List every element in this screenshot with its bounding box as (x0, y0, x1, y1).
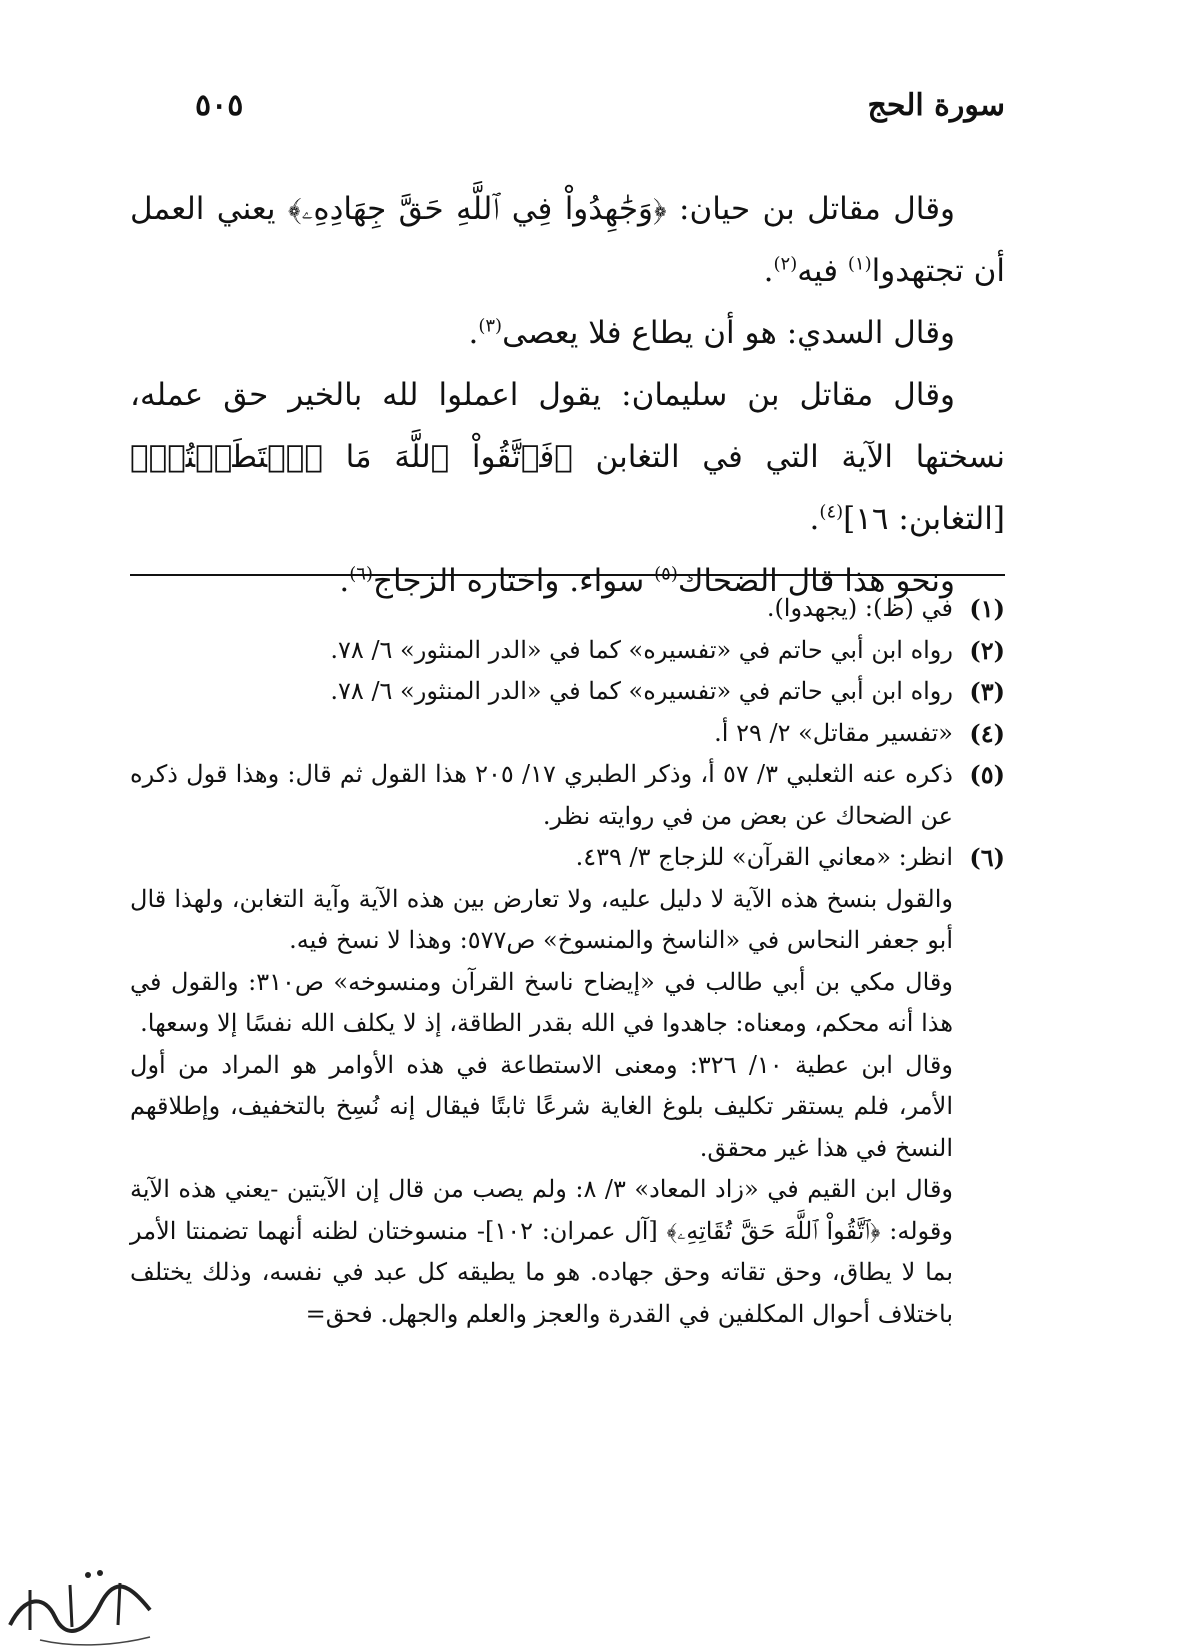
footnote-number: (٥) (969, 760, 1005, 789)
footnote-item (130, 754, 1005, 837)
calligraphy-watermark-icon (0, 1555, 170, 1650)
footnote-paragraph: وقال مكي بن أبي طالب في «إيضاح ناسخ القرآن ومنسوخه» ص٣١٠: والقول في هذا أنه محكم، ومعناه: جاهدوا في الله بقدر الطاقة، إذ لا يكلف الله نفسًا إلا وسعها. (130, 967, 953, 1037)
paragraph-text: . (468, 315, 479, 351)
footnote-ref: (٦) (349, 563, 373, 585)
footnote-paragraph: والقول بنسخ هذه الآية لا دليل عليه، ولا تعارض بين هذه الآية وآية التغابن، ولهذا قال أبو جعفر النحاس في «الناسخ والمنسوخ» ص٥٧٧: وهذا لا نسخ فيه. (130, 884, 953, 954)
footnote-number: (٦) (969, 843, 1005, 872)
footnote-ref: (٢) (773, 253, 798, 275)
footnote-text: في (ظ): (يجهدوا). (766, 594, 953, 622)
footnotes (130, 588, 1005, 1335)
footnote-paragraph: وقال ابن عطية ١٠/ ٣٢٦: ومعنى الاستطاعة في هذه الأوامر هو المراد من أول الأمر، فلم يستقر تكليف بلوغ الغاية شرعًا ثابتًا فيقال إنه نُسِخ بالتخفيف، وإطلاقهم النسخ في هذا غير محقق. (130, 1050, 953, 1162)
paragraph-muqatil-sulayman (130, 364, 1005, 550)
footnote-separator (130, 574, 1005, 576)
paragraph-text: . (763, 253, 774, 289)
watermark-logo (0, 1555, 170, 1650)
footnote-text: «تفسير مقاتل» ٢/ ٢٩ أ. (714, 718, 953, 747)
footnote-ref: (٣) (478, 315, 503, 337)
page-number: ٥٠٥ (195, 88, 244, 123)
footnote-item (130, 630, 1005, 672)
main-text (130, 178, 1005, 612)
footnote-paragraph: وقال ابن القيم في «زاد المعاد» ٣/ ٨: ولم يصب من قال إن الآيتين -يعني هذه الآية وقوله: ﴿ٱتَّقُواْ ٱللَّهَ حَقَّ تُقَاتِهِۦ﴾ [آل عمران: ١٠٢]- منسوختان لظنه أنهما تضمنتا الأمر بما لا يطاق، وحق تقاته وحق جهاده. هو ما يطيقه كل عبد في نفسه، وذلك يختلف باختلاف أحوال المكلفين في القدرة والعجز والعلم والجهل. فحق= (130, 1175, 954, 1328)
paragraph-text: . (339, 563, 350, 599)
paragraph-suddi (130, 302, 1005, 364)
paragraph-text: . (809, 501, 820, 537)
paragraph-text: سواء. واختاره الزجاج (372, 563, 655, 599)
paragraph-text: وقال مقاتل بن حيان: ﴿وَجَٰهِدُواْ فِي ٱللَّهِ حَقَّ جِهَادِهِۦ﴾ يعني العمل أن تجتهدوا (130, 191, 1005, 289)
paragraph-text: وقال مقاتل بن سليمان: يقول اعملوا لله بالخير حق عمله، نسختها الآية التي في التغابن ﴿فَٱتَّقُواْ ٱللَّهَ مَا ٱسۡتَطَعۡتُمۡ﴾ [التغابن: ١٦] (130, 377, 1005, 537)
footnote-number: (٢) (969, 635, 1005, 665)
footnote-item (130, 713, 1005, 755)
surah-title: سورة الحج (867, 88, 1005, 123)
footnote-ref: (١) (847, 253, 872, 275)
paragraph-text: وقال السدي: هو أن يطاع فلا يعصى (502, 315, 955, 351)
footnote-text: انظر: «معاني القرآن» للزجاج ٣/ ٤٣٩. (575, 843, 953, 871)
paragraph-text: فيه (797, 253, 848, 289)
footnote-number: (١) (969, 594, 1005, 623)
footnote-ref: (٤) (819, 501, 844, 523)
footnote-ref: (٥) (654, 563, 678, 585)
paragraph-text: ونحو هذا قال الضحاك (677, 563, 955, 599)
footnote-number: (٣) (969, 677, 1005, 706)
footnote-item (130, 671, 1005, 713)
footnote-item (130, 837, 1005, 879)
footnote-text: رواه ابن أبي حاتم في «تفسيره» كما في «الدر المنثور» ٦/ ٧٨. (330, 677, 953, 705)
footnote-item (130, 588, 1005, 630)
paragraph-muqatil-hayyan (130, 178, 1005, 302)
footnote-text: ذكره عنه الثعلبي ٣/ ٥٧ أ، وذكر الطبري ١٧/ ٢٠٥ هذا القول ثم قال: وهذا قول ذكره عن الضحاك عن بعض من في روايته نظر. (130, 760, 953, 830)
page-header (195, 88, 1005, 128)
footnote-text: رواه ابن أبي حاتم في «تفسيره» كما في «الدر المنثور» ٦/ ٧٨. (330, 635, 953, 664)
footnote-number: (٤) (969, 718, 1005, 748)
footnote-continuation (130, 879, 1005, 1336)
